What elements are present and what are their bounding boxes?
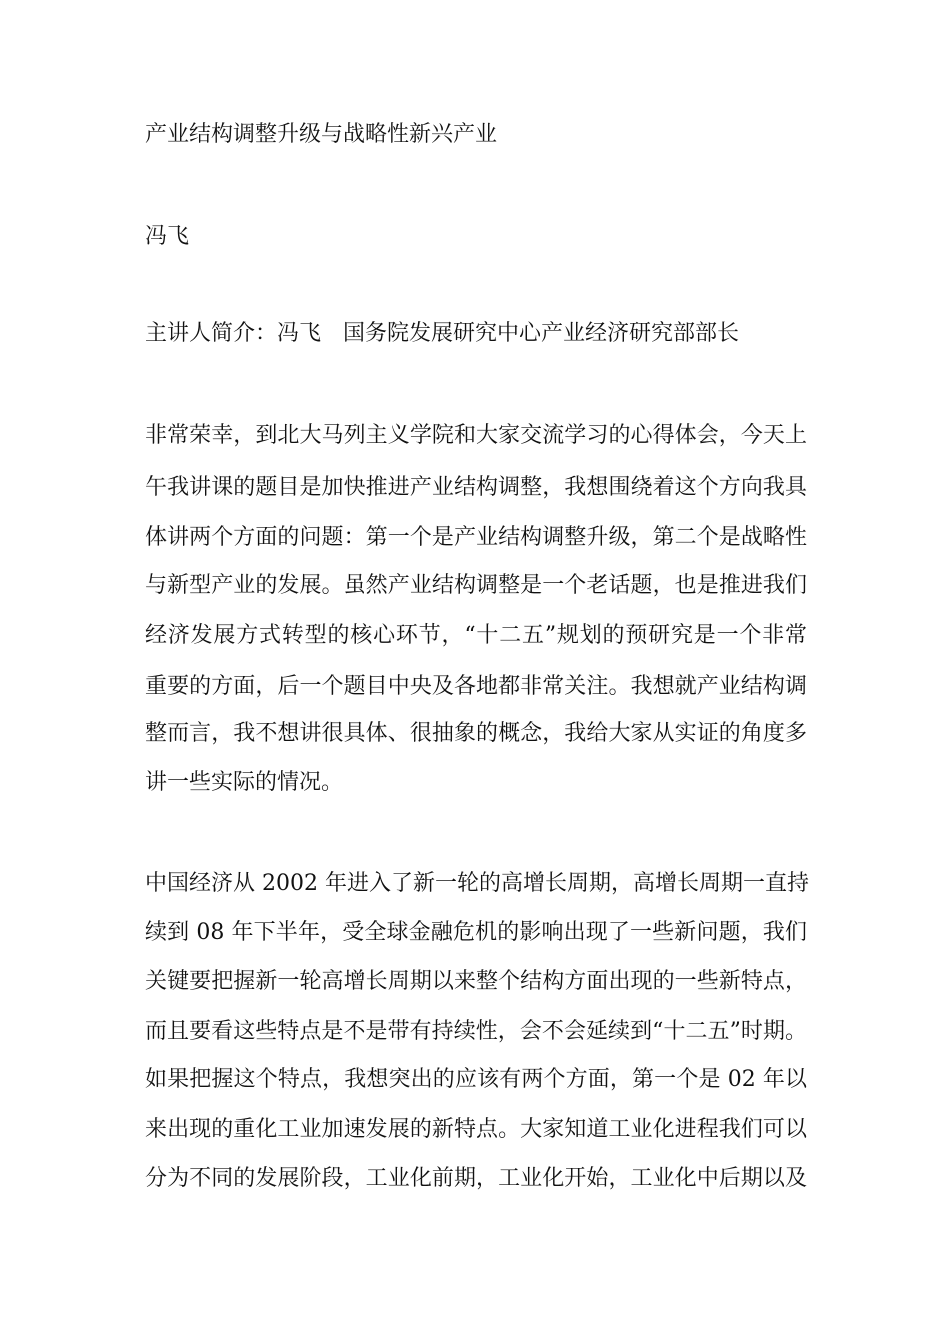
author-name: 冯飞 bbox=[145, 224, 190, 249]
paragraph-line: 重要的方面，后一个题目中央及各地都非常关注。我想就产业结构调 bbox=[145, 674, 807, 699]
paragraph-line: 讲一些实际的情况。 bbox=[145, 770, 344, 795]
paragraph-line: 体讲两个方面的问题：第一个是产业结构调整升级，第二个是战略性 bbox=[145, 525, 807, 550]
paragraph-line: 午我讲课的题目是加快推进产业结构调整，我想围绕着这个方向我具 bbox=[145, 475, 807, 500]
paragraph-line: 来出现的重化工业加速发展的新特点。大家知道工业化进程我们可以 bbox=[145, 1117, 807, 1142]
paragraph-line: 中国经济从 2002 年进入了新一轮的高增长周期，高增长周期一直持 bbox=[145, 871, 809, 896]
paragraph-line: 分为不同的发展阶段，工业化前期，工业化开始，工业化中后期以及 bbox=[145, 1166, 807, 1191]
paragraph-line: 整而言，我不想讲很具体、很抽象的概念，我给大家从实证的角度多 bbox=[145, 721, 807, 746]
paragraph-line: 经济发展方式转型的核心环节，“十二五”规划的预研究是一个非常 bbox=[145, 623, 807, 648]
document-title: 产业结构调整升级与战略性新兴产业 bbox=[145, 122, 498, 147]
speaker-intro: 主讲人简介：冯飞 国务院发展研究中心产业经济研究部部长 bbox=[145, 321, 740, 346]
paragraph-line: 与新型产业的发展。虽然产业结构调整是一个老话题，也是推进我们 bbox=[145, 573, 807, 598]
paragraph-line: 如果把握这个特点，我想突出的应该有两个方面，第一个是 02 年以 bbox=[145, 1067, 807, 1092]
paragraph-line: 续到 08 年下半年，受全球金融危机的影响出现了一些新问题，我们 bbox=[145, 920, 807, 945]
paragraph-line: 非常荣幸，到北大马列主义学院和大家交流学习的心得体会，今天上 bbox=[145, 423, 807, 448]
paragraph-line: 关键要把握新一轮高增长周期以来整个结构方面出现的一些新特点， bbox=[145, 969, 807, 994]
paragraph-line: 而且要看这些特点是不是带有持续性，会不会延续到“十二五”时期。 bbox=[145, 1019, 807, 1044]
